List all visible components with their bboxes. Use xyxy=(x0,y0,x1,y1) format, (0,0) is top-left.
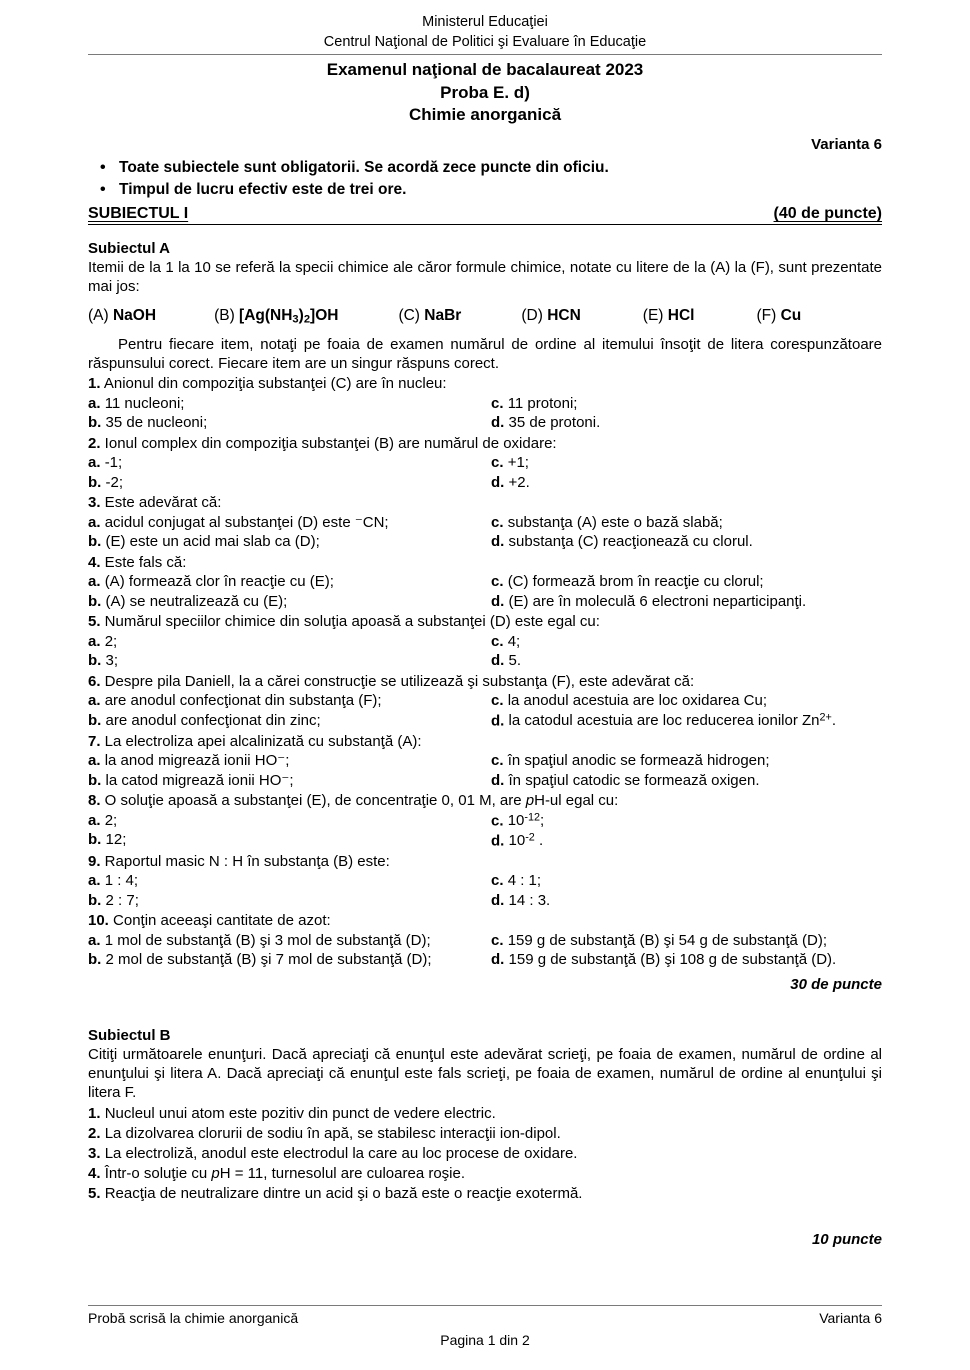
answer-letter: b. xyxy=(88,473,102,491)
answer-text: substanţa (C) reacţionează cu clorul. xyxy=(508,533,753,551)
statement-text: La dizolvarea clorurii de sodiu în apă, se stabilesc interacţii ion-dipol. xyxy=(104,1125,561,1143)
footer-page-number: Pagina 1 din 2 xyxy=(440,1332,530,1348)
answer-option-d[interactable] xyxy=(491,891,882,911)
answer-column-left xyxy=(88,691,485,731)
answer-text: 159 g de substanţă (B) şi 54 g de substanţă (D); xyxy=(507,931,828,949)
answer-letter: a. xyxy=(88,394,101,412)
answer-options xyxy=(88,453,882,492)
answer-text: 1 mol de substanţă (B) şi 3 mol de substanţă (D); xyxy=(104,931,431,949)
answer-text: la catod migrează ionii HO⁻; xyxy=(105,771,294,789)
answer-letter: c. xyxy=(491,872,504,890)
answer-letter: c. xyxy=(491,752,504,770)
statement-number: 4. xyxy=(88,1165,101,1183)
answer-text: 3; xyxy=(105,652,119,670)
answer-option-c[interactable] xyxy=(491,691,882,711)
answer-options xyxy=(88,632,882,671)
question-block xyxy=(88,374,882,433)
answer-letter: c. xyxy=(491,394,504,412)
answer-letter: a. xyxy=(88,931,101,949)
answer-letter: d. xyxy=(491,473,505,491)
statement-text: Reacţia de neutralizare dintre un acid şi o bază este o reacţie exotermă. xyxy=(104,1185,583,1202)
exam-subject: Chimie anorganică xyxy=(408,105,562,125)
answer-letter: c. xyxy=(491,692,504,710)
answer-letter: c. xyxy=(491,573,504,591)
chemical-formula-A xyxy=(88,307,156,325)
subiect-a-points: 30 de puncte xyxy=(790,975,882,993)
answer-text: (A) se neutralizează cu (E); xyxy=(105,592,288,610)
formula-label: (D) xyxy=(521,307,543,325)
answer-text: (A) formează clor în reacţie cu (E); xyxy=(104,573,334,591)
subiect-a-title: Subiectul A xyxy=(88,239,170,257)
answer-option-d[interactable] xyxy=(491,950,882,970)
answer-text: acidul conjugat al substanţei (D) este ⁻CN; xyxy=(104,513,389,531)
question-number: 8. xyxy=(88,792,101,810)
answer-option-a[interactable] xyxy=(88,931,485,951)
subject-1-points: (40 de puncte) xyxy=(773,204,882,222)
answer-text: la anod migrează ionii HO⁻; xyxy=(104,752,290,770)
true-false-statements xyxy=(88,1104,882,1204)
answer-letter: a. xyxy=(88,811,101,829)
answer-option-b[interactable] xyxy=(88,830,485,850)
question-block xyxy=(88,493,882,552)
statement-text: La electroliză, anodul este electrodul la care au loc procese de oxidare. xyxy=(104,1145,578,1163)
answer-letter: a. xyxy=(88,573,101,591)
answer-letter: a. xyxy=(88,454,101,472)
answer-text: 11 protoni; xyxy=(507,394,578,412)
chemical-formula-F xyxy=(756,307,801,325)
answer-text: la catodul acestuia are loc reducerea ionilor $Zn^{2+}$. xyxy=(508,711,837,730)
subject-1-underline xyxy=(88,224,882,225)
answer-text: 1 : 4; xyxy=(104,872,139,890)
answer-option-a[interactable] xyxy=(88,453,485,473)
answer-option-d[interactable] xyxy=(491,651,882,671)
answer-option-d[interactable] xyxy=(491,831,882,851)
answer-text: 14 : 3. xyxy=(508,891,551,909)
answer-column-left xyxy=(88,513,485,552)
question-text: 7. La electroliza apei alcalinizată cu substanţă (A): xyxy=(88,732,422,750)
footer-divider xyxy=(88,1305,882,1306)
answer-text: 35 de protoni. xyxy=(508,414,601,432)
answer-option-b[interactable] xyxy=(88,771,485,791)
answer-option-b[interactable] xyxy=(88,950,485,970)
answer-letter: b. xyxy=(88,771,102,789)
answer-column-right xyxy=(485,691,882,731)
answer-column-right xyxy=(485,811,882,851)
question-text: 2. Ionul complex din compoziţia substanţei (B) are numărul de oxidare: xyxy=(88,434,557,452)
question-block xyxy=(88,434,882,493)
questions-container xyxy=(88,374,882,970)
answer-letter: a. xyxy=(88,513,101,531)
question-text: 6. Despre pila Daniell, la a cărei construcţie se utilizează şi substanţa (F), este adevărat că: xyxy=(88,672,695,690)
subiect-b-points: 10 puncte xyxy=(811,1230,882,1248)
answer-letter: c. xyxy=(491,931,504,949)
formula-text: $[Ag(NH_3)_2]OH$ xyxy=(239,307,339,326)
question-text: 10. Conţin aceeaşi cantitate de azot: xyxy=(88,912,331,930)
answer-text: 2; xyxy=(104,632,118,650)
answer-option-a[interactable] xyxy=(88,513,485,533)
subiect-b-title: Subiectul B xyxy=(88,1026,171,1044)
formula-text: HCl xyxy=(667,307,695,325)
formula-list xyxy=(88,307,882,325)
answer-text: la anodul acestuia are loc oxidarea Cu; xyxy=(507,692,768,710)
chemical-formula-C xyxy=(398,307,461,325)
answer-text: are anodul confecţionat din substanţa (F); xyxy=(104,692,382,710)
answer-letter: d. xyxy=(491,771,505,789)
instruction-item: • Toate subiectele sunt obligatorii. Se acordă zece puncte din oficiu. xyxy=(88,157,882,179)
question-number: 5. xyxy=(88,613,101,631)
answer-letter: d. xyxy=(491,951,505,969)
answer-option-c[interactable] xyxy=(491,632,882,652)
answer-option-b[interactable] xyxy=(88,473,485,493)
answer-option-b[interactable] xyxy=(88,711,485,731)
answer-letter: b. xyxy=(88,891,102,909)
answer-column-right xyxy=(485,513,882,552)
formula-text: HCN xyxy=(547,307,581,325)
instruction-item: • Timpul de lucru efectiv este de trei ore. xyxy=(88,179,882,201)
answer-letter: b. xyxy=(88,533,102,551)
question-block xyxy=(88,791,882,851)
answer-column-left xyxy=(88,394,485,433)
answer-letter: b. xyxy=(88,831,102,849)
question-block xyxy=(88,911,882,970)
question-number: 7. xyxy=(88,732,101,750)
statement-number: 1. xyxy=(88,1105,101,1123)
answer-column-right xyxy=(485,751,882,790)
question-number: 10. xyxy=(88,912,109,930)
question-block xyxy=(88,852,882,911)
answer-letter: d. xyxy=(491,592,505,610)
answer-option-c[interactable] xyxy=(491,931,882,951)
answer-column-left xyxy=(88,632,485,671)
answer-letter: c. xyxy=(491,454,504,472)
answer-text: (E) este un acid mai slab ca (D); xyxy=(105,533,320,551)
formula-label: (C) xyxy=(398,307,420,325)
answer-column-left xyxy=(88,811,485,851)
chemical-formula-D xyxy=(521,307,580,325)
statement-item xyxy=(88,1124,882,1144)
question-text: 4. Este fals că: xyxy=(88,553,187,571)
answer-option-a[interactable] xyxy=(88,632,485,652)
answer-options xyxy=(88,811,882,851)
statement-item xyxy=(88,1144,882,1164)
subject-1-header xyxy=(88,205,882,225)
answer-option-c[interactable] xyxy=(491,751,882,771)
question-text: 5. Numărul speciilor chimice din soluţia apoasă a substanţei (D) este egal cu: xyxy=(88,613,600,631)
question-text: 3. Este adevărat că: xyxy=(88,494,222,512)
answer-letter: a. xyxy=(88,872,101,890)
question-block xyxy=(88,732,882,791)
exam-title: Examenul naţional de bacalaureat 2023 xyxy=(326,60,644,80)
answer-column-right xyxy=(485,394,882,433)
chemical-formula-E xyxy=(643,307,695,325)
answer-letter: a. xyxy=(88,632,101,650)
answer-text: 4; xyxy=(507,632,521,650)
answer-letter: d. xyxy=(491,832,505,850)
answer-letter: a. xyxy=(88,752,101,770)
statement-item xyxy=(88,1184,882,1204)
answer-option-c[interactable] xyxy=(491,572,882,592)
formula-label: (E) xyxy=(642,307,664,325)
answer-text: substanţa (A) este o bază slabă; xyxy=(507,513,723,531)
ministry-line-2: Centrul Naţional de Politici şi Evaluare în Educaţie xyxy=(323,33,647,50)
answer-text: are anodul confecţionat din zinc; xyxy=(105,711,321,729)
answer-option-b[interactable] xyxy=(88,413,485,433)
answer-text: +1; xyxy=(507,454,529,472)
answer-text: 2; xyxy=(104,811,118,829)
answer-text: în spaţiul anodic se formează hidrogen; xyxy=(507,752,770,770)
answer-option-c[interactable] xyxy=(491,453,882,473)
question-block xyxy=(88,612,882,671)
question-text: 8. O soluţie apoasă a substanţei (E), de concentraţie 0, 01 M, are pH-ul egal cu: xyxy=(88,792,619,810)
answer-text: 12; xyxy=(105,831,127,849)
answer-option-d[interactable] xyxy=(491,711,882,731)
answer-option-d[interactable] xyxy=(491,473,882,493)
question-number: 1. xyxy=(88,375,101,393)
answer-letter: b. xyxy=(88,414,102,432)
answer-column-left xyxy=(88,453,485,492)
answer-text: +2. xyxy=(508,473,530,491)
answer-letter: b. xyxy=(88,951,102,969)
subiect-b-intro: Citiţi următoarele enunţuri. Dacă apreciaţi că enunţul este adevărat scrieţi, pe foaia de examen, numărul de ordine al enunţului şi litera A. Dacă apreciaţi că enunţul este fals scrieţi, pe foaia de examen, numărul de ordine al enunţului şi litera F. xyxy=(88,1045,882,1102)
subiect-a-intro: Itemii de la 1 la 10 se referă la specii chimice ale căror formule chimice, notate cu litere de la (A) la (F), sunt prezentate mai jos: xyxy=(88,258,882,296)
answer-option-d[interactable] xyxy=(491,592,882,612)
answer-text: 35 de nucleoni; xyxy=(105,414,208,432)
formula-text: Cu xyxy=(780,307,802,325)
answer-column-left xyxy=(88,871,485,910)
formula-text: NaOH xyxy=(112,307,157,325)
statement-number: 5. xyxy=(88,1185,101,1202)
varianta-label: Varianta 6 xyxy=(811,135,882,153)
answer-text: 11 nucleoni; xyxy=(104,394,185,412)
statement-number: 2. xyxy=(88,1125,101,1143)
answer-option-b[interactable] xyxy=(88,532,485,552)
question-number: 2. xyxy=(88,434,101,452)
answer-option-c[interactable] xyxy=(491,871,882,891)
subject-1-label: SUBIECTUL I xyxy=(88,204,189,222)
exam-title-block xyxy=(88,59,882,127)
ministry-line-1: Ministerul Educaţiei xyxy=(422,14,548,30)
question-block xyxy=(88,672,882,731)
answer-options xyxy=(88,572,882,611)
question-text: 9. Raportul masic N : H în substanţa (B) este: xyxy=(88,852,390,870)
answer-text: $10^{-2}$ . xyxy=(508,831,544,850)
answer-options xyxy=(88,513,882,552)
answer-text: (C) formează brom în reacţie cu clorul; xyxy=(507,573,764,591)
answer-option-a[interactable] xyxy=(88,691,485,711)
question-number: 4. xyxy=(88,553,101,571)
question-number: 6. xyxy=(88,672,101,690)
answer-options xyxy=(88,394,882,433)
answer-column-left xyxy=(88,751,485,790)
answer-options xyxy=(88,751,882,790)
masthead xyxy=(88,0,882,52)
answer-letter: b. xyxy=(88,652,102,670)
answer-text: 2 mol de substanţă (B) şi 7 mol de substanţă (D); xyxy=(105,951,432,969)
answer-option-a[interactable] xyxy=(88,811,485,831)
statement-item xyxy=(88,1164,882,1184)
answer-text: 159 g de substanţă (B) şi 108 g de substanţă (D). xyxy=(508,951,837,969)
answer-text: -1; xyxy=(104,454,123,472)
answer-option-b[interactable] xyxy=(88,592,485,612)
formula-label: (A) xyxy=(88,307,109,325)
answer-letter: d. xyxy=(491,712,505,730)
answer-text: 4 : 1; xyxy=(507,872,542,890)
statement-text: Nucleul unui atom este pozitiv din punct de vedere electric. xyxy=(104,1105,496,1123)
answer-text: $10^{-12}$; xyxy=(507,811,545,830)
answer-letter: d. xyxy=(491,533,505,551)
answer-text: 2 : 7; xyxy=(105,891,139,909)
header-divider xyxy=(88,54,882,55)
answer-letter: c. xyxy=(491,513,504,531)
answer-text: -2; xyxy=(105,473,124,491)
question-block xyxy=(88,553,882,612)
section-spacer xyxy=(88,993,882,1027)
answer-option-b[interactable] xyxy=(88,891,485,911)
exam-instructions-list xyxy=(88,157,882,202)
formula-label: (F) xyxy=(756,307,777,325)
answer-option-c[interactable] xyxy=(491,811,882,831)
footer-left-text: Probă scrisă la chimie anorganică xyxy=(88,1310,299,1326)
answer-options xyxy=(88,691,882,731)
answer-column-left xyxy=(88,572,485,611)
answer-letter: c. xyxy=(491,812,504,830)
answer-letter: a. xyxy=(88,692,101,710)
answer-option-b[interactable] xyxy=(88,651,485,671)
answer-option-d[interactable] xyxy=(491,532,882,552)
answer-letter: b. xyxy=(88,711,102,729)
answer-column-right xyxy=(485,572,882,611)
exam-page xyxy=(88,0,882,1370)
page-footer xyxy=(88,1305,882,1348)
answer-column-right xyxy=(485,453,882,492)
answer-column-right xyxy=(485,931,882,970)
answer-text: în spaţiul catodic se formează oxigen. xyxy=(508,771,760,789)
formula-label: (B) xyxy=(214,307,235,325)
question-text: 1. Anionul din compoziţia substanţei (C) are în nucleu: xyxy=(88,375,447,393)
answer-text: 5. xyxy=(508,652,522,670)
answer-option-d[interactable] xyxy=(491,413,882,433)
exam-proba: Proba E. d) xyxy=(440,82,530,102)
answer-column-left xyxy=(88,931,485,970)
answer-option-d[interactable] xyxy=(491,771,882,791)
question-number: 3. xyxy=(88,494,101,512)
answer-column-right xyxy=(485,632,882,671)
answer-options xyxy=(88,931,882,970)
answer-option-a[interactable] xyxy=(88,751,485,771)
answer-text: (E) are în moleculă 6 electroni neparticipanţi. xyxy=(508,592,807,610)
answer-letter: c. xyxy=(491,632,504,650)
answer-column-right xyxy=(485,871,882,910)
footer-right-text: Varianta 6 xyxy=(819,1310,882,1326)
statement-text: Într-o soluţie cu pH = 11, turnesolul are culoarea roşie. xyxy=(104,1165,466,1183)
question-number: 9. xyxy=(88,852,101,870)
statement-number: 3. xyxy=(88,1145,101,1163)
answer-letter: b. xyxy=(88,592,102,610)
answer-options xyxy=(88,871,882,910)
answer-option-a[interactable] xyxy=(88,394,485,414)
statement-item xyxy=(88,1104,882,1124)
answer-letter: d. xyxy=(491,414,505,432)
answer-option-c[interactable] xyxy=(491,394,882,414)
answer-option-a[interactable] xyxy=(88,871,485,891)
answer-letter: d. xyxy=(491,652,505,670)
chemical-formula-B xyxy=(214,307,338,325)
answer-option-c[interactable] xyxy=(491,513,882,533)
answer-option-a[interactable] xyxy=(88,572,485,592)
answer-letter: d. xyxy=(491,891,505,909)
formula-text: NaBr xyxy=(424,307,462,325)
subiect-a-instruction: Pentru fiecare item, notaţi pe foaia de examen numărul de ordine al itemului însoţit de litera corespunzătoare răspunsului corect. Fiecare item are un singur răspuns corect. xyxy=(88,335,882,372)
